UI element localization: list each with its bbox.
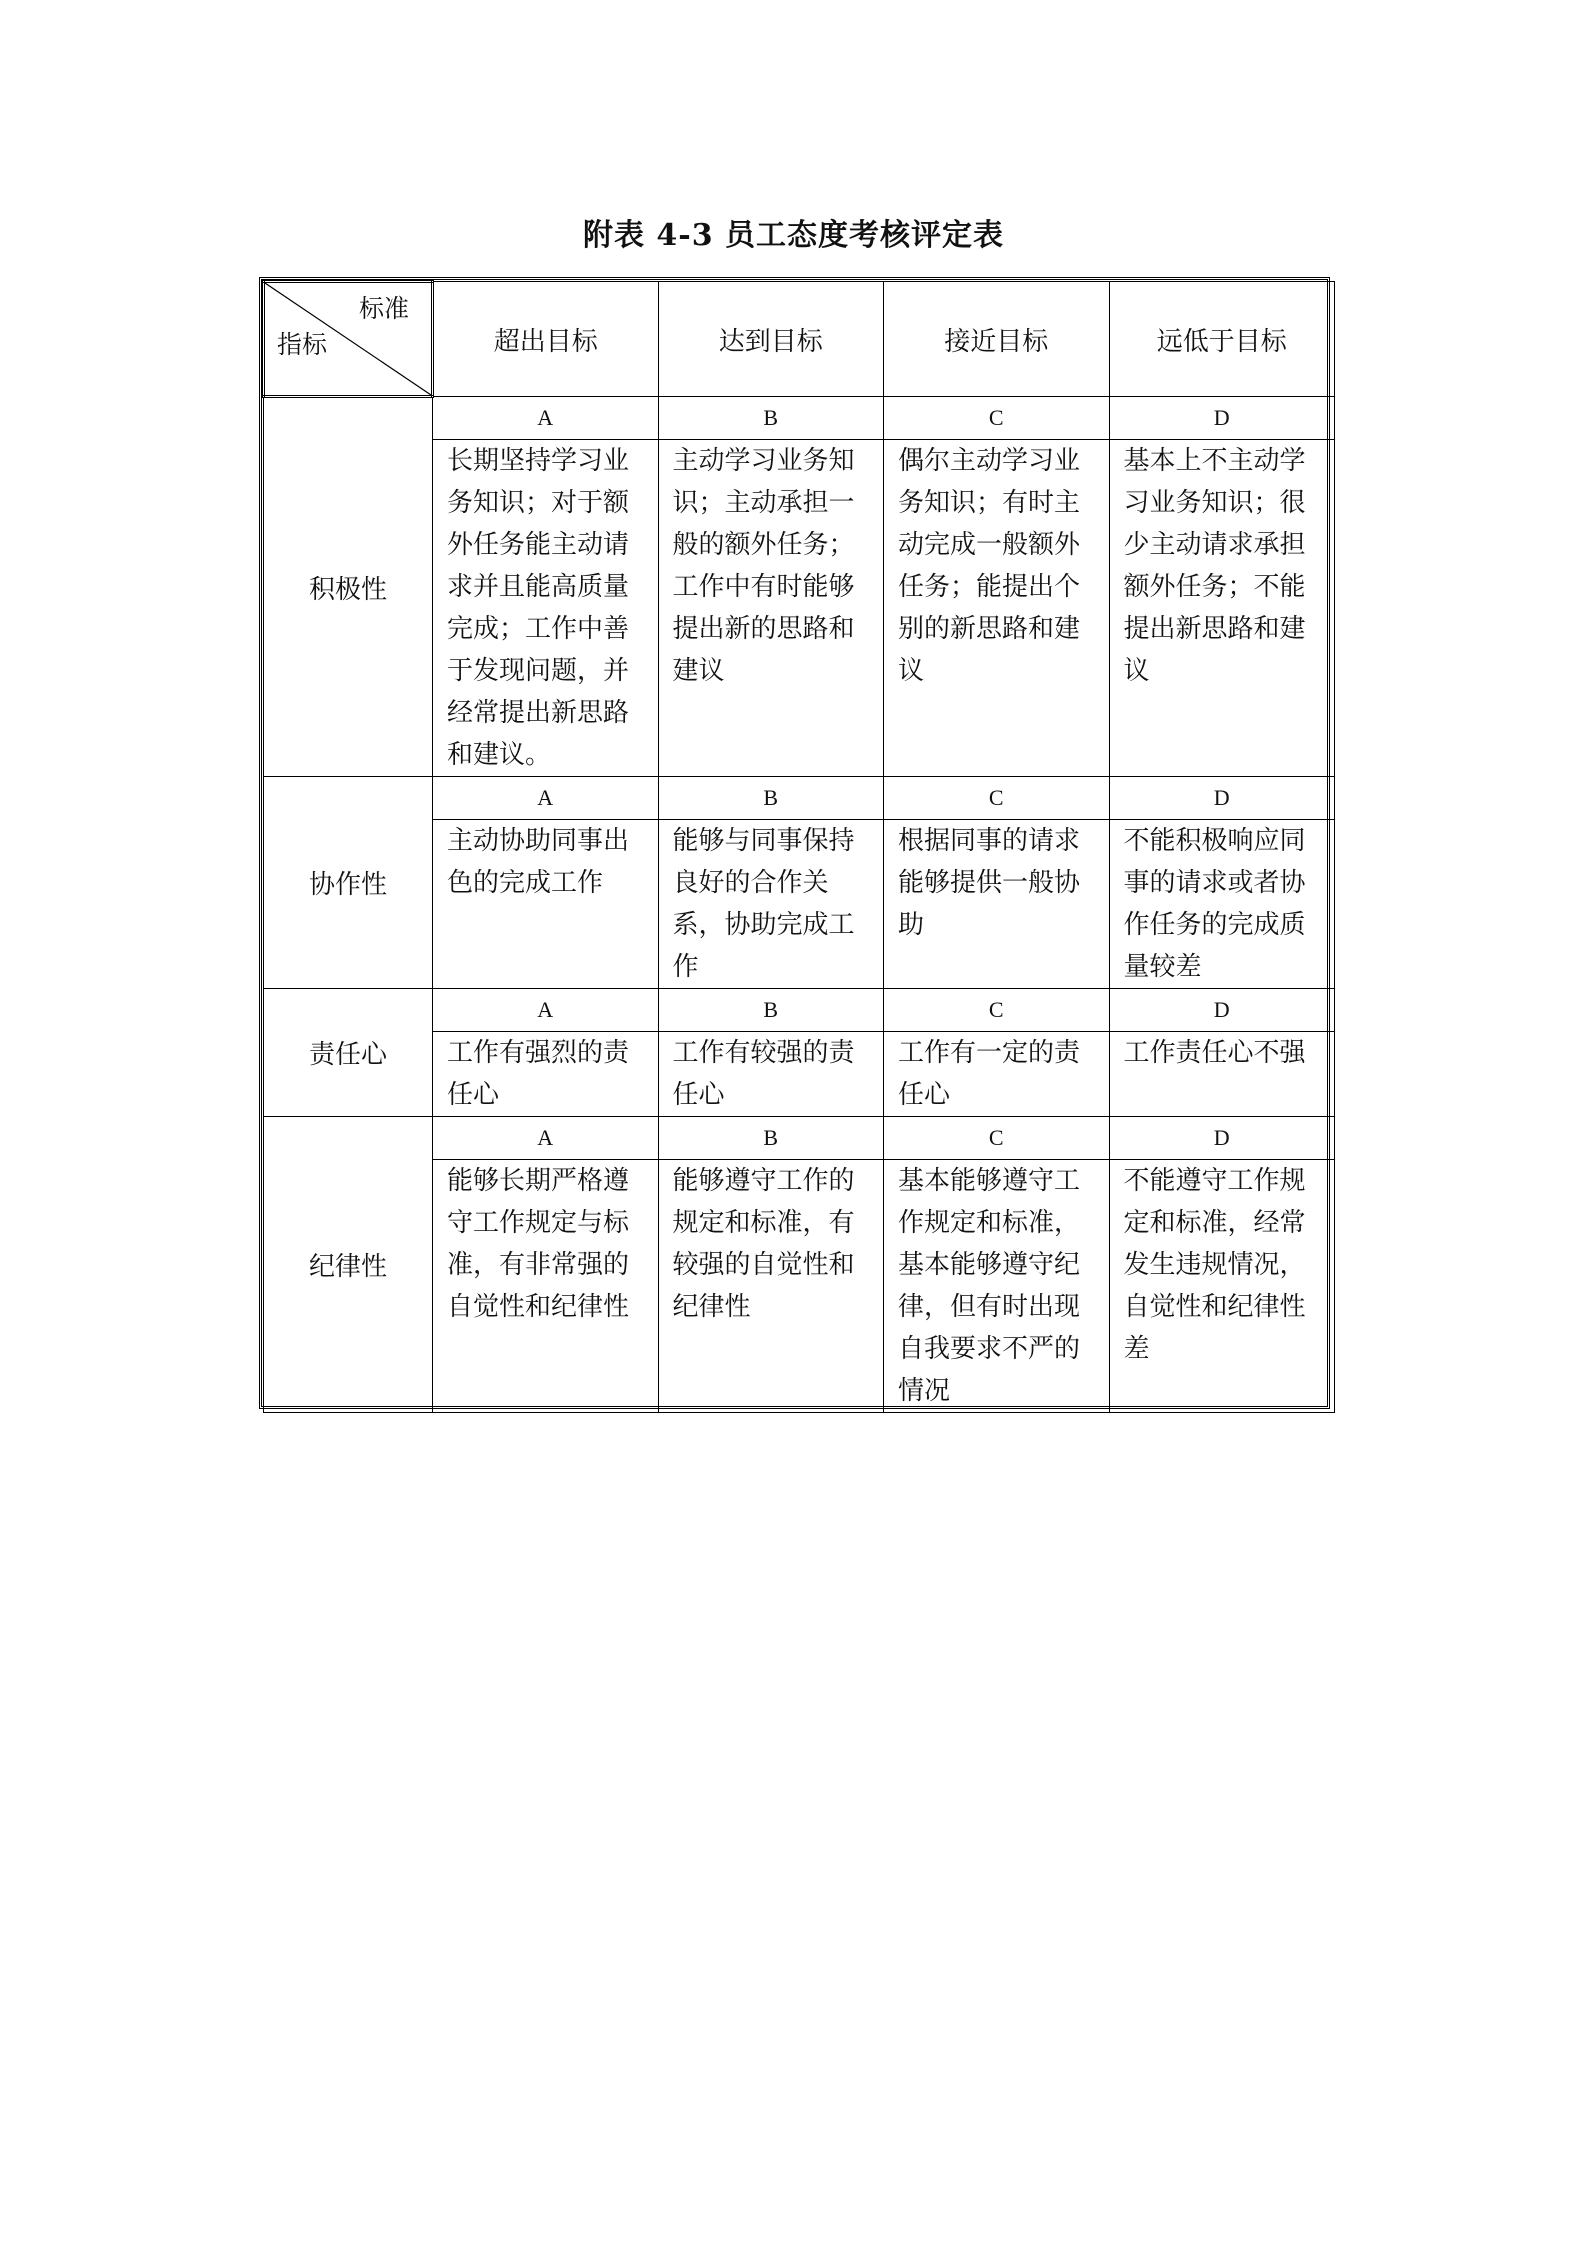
grade-b: B xyxy=(658,397,884,440)
grade-d: D xyxy=(1109,777,1335,820)
desc-cell: 工作责任心不强 xyxy=(1109,1032,1335,1117)
corner-label-indicator: 指标 xyxy=(277,330,328,359)
grade-b: B xyxy=(658,989,884,1032)
table-title: 附表 4-3 员工态度考核评定表 xyxy=(582,218,1005,253)
desc-cell: 根据同事的请求能够提供一般协助 xyxy=(884,820,1110,989)
grade-row xyxy=(264,397,1335,440)
indicator-discipline: 纪律性 xyxy=(264,1117,433,1413)
grade-c: C xyxy=(884,777,1110,820)
grade-c: C xyxy=(884,1117,1110,1160)
desc-cell: 能够遵守工作的规定和标准，有较强的自觉性和纪律性 xyxy=(658,1160,884,1413)
grade-b: B xyxy=(658,777,884,820)
desc-cell: 长期坚持学习业务知识；对于额外任务能主动请求并且能高质量完成；工作中善于发现问题，并经常提出新思路和建议。 xyxy=(433,440,659,777)
grade-a: A xyxy=(433,989,659,1032)
grade-c: C xyxy=(884,397,1110,440)
desc-cell: 基本能够遵守工作规定和标准，基本能够遵守纪律，但有时出现自我要求不严的情况 xyxy=(884,1160,1110,1413)
desc-cell: 能够长期严格遵守工作规定与标准，有非常强的自觉性和纪律性 xyxy=(433,1160,659,1413)
desc-cell: 主动协助同事出色的完成工作 xyxy=(433,820,659,989)
grade-d: D xyxy=(1109,989,1335,1032)
header-far-below-target: 远低于目标 xyxy=(1109,282,1335,397)
attitude-assessment-table xyxy=(259,277,1330,1409)
header-near-target: 接近目标 xyxy=(884,282,1110,397)
indicator-cooperation: 协作性 xyxy=(264,777,433,989)
grade-a: A xyxy=(433,777,659,820)
header-exceeds-target: 超出目标 xyxy=(433,282,659,397)
desc-cell: 工作有强烈的责任心 xyxy=(433,1032,659,1117)
header-row xyxy=(264,282,1335,397)
grade-row xyxy=(264,777,1335,820)
desc-cell: 偶尔主动学习业务知识；有时主动完成一般额外任务；能提出个别的新思路和建议 xyxy=(884,440,1110,777)
corner-cell xyxy=(264,282,433,397)
desc-cell: 主动学习业务知识；主动承担一般的额外任务；工作中有时能够提出新的思路和建议 xyxy=(658,440,884,777)
desc-cell: 工作有较强的责任心 xyxy=(658,1032,884,1117)
grade-b: B xyxy=(658,1117,884,1160)
grade-row xyxy=(264,1117,1335,1160)
grade-a: A xyxy=(433,397,659,440)
desc-cell: 能够与同事保持良好的合作关系，协助完成工作 xyxy=(658,820,884,989)
grade-d: D xyxy=(1109,1117,1335,1160)
desc-cell: 不能遵守工作规定和标准，经常发生违规情况，自觉性和纪律性差 xyxy=(1109,1160,1335,1413)
corner-label-standard: 标准 xyxy=(358,294,409,323)
indicator-initiative: 积极性 xyxy=(264,397,433,777)
grade-a: A xyxy=(433,1117,659,1160)
grade-d: D xyxy=(1109,397,1335,440)
desc-cell: 工作有一定的责任心 xyxy=(884,1032,1110,1117)
grade-row xyxy=(264,989,1335,1032)
desc-cell: 不能积极响应同事的请求或者协作任务的完成质量较差 xyxy=(1109,820,1335,989)
grade-c: C xyxy=(884,989,1110,1032)
header-meets-target: 达到目标 xyxy=(658,282,884,397)
desc-cell: 基本上不主动学习业务知识；很少主动请求承担额外任务；不能提出新思路和建议 xyxy=(1109,440,1335,777)
indicator-responsibility: 责任心 xyxy=(264,989,433,1117)
